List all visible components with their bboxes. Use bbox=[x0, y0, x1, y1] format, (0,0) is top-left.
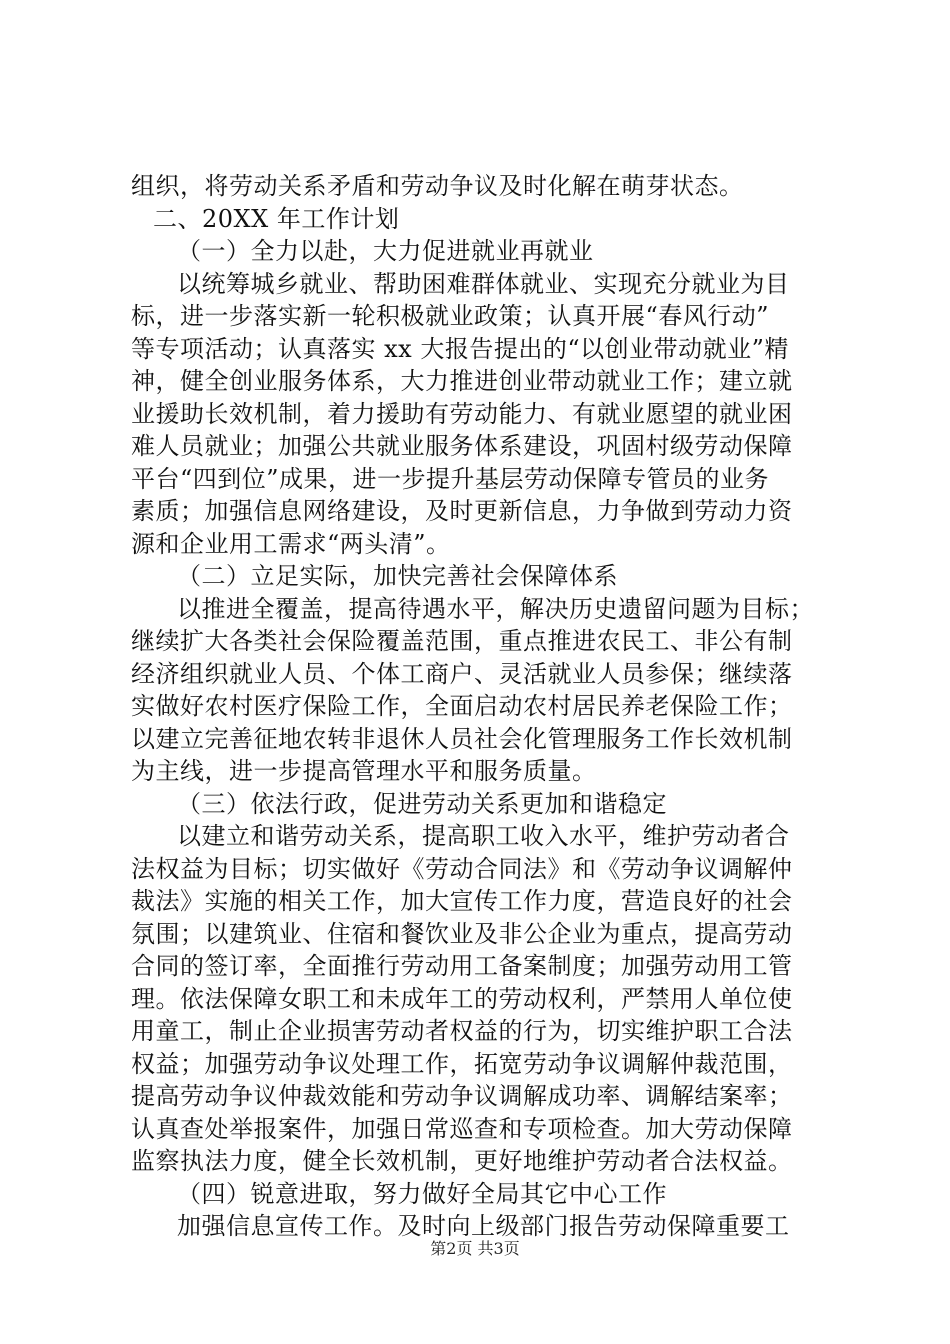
text-line: 权益；加强劳动争议处理工作，拓宽劳动争议调解仲裁范围， bbox=[131, 1049, 793, 1078]
text-line: 合同的签订率，全面推行劳动用工备案制度；加强劳动用工管 bbox=[131, 952, 793, 980]
text-line: 监察执法力度，健全长效机制，更好地维护劳动者合法权益。 bbox=[131, 1147, 793, 1175]
text-line: 理。依法保障女职工和未成年工的劳动权利，严禁用人单位使 bbox=[131, 984, 793, 1013]
text-line: 以建立完善征地农转非退休人员社会化管理服务工作长效机制 bbox=[131, 724, 793, 753]
text-line: 加强信息宣传工作。及时向上级部门报告劳动保障重要工 bbox=[177, 1212, 790, 1240]
text-line: 业援助长效机制，着力援助有劳动能力、有就业愿望的就业困 bbox=[131, 399, 793, 428]
text-line: 以推进全覆盖，提高待遇水平，解决历史遗留问题为目标； bbox=[177, 594, 814, 623]
text-line: 以统筹城乡就业、帮助困难群体就业、实现充分就业为目 bbox=[177, 269, 790, 298]
document-body bbox=[131, 170, 831, 1243]
text-line: 平台“四到位”成果，进一步提升基层劳动保障专管员的业务 bbox=[131, 464, 770, 493]
text-line: 裁法》实施的相关工作，加大宣传工作力度，营造良好的社会 bbox=[131, 887, 793, 915]
text-line: 素质；加强信息网络建设，及时更新信息，力争做到劳动力资 bbox=[131, 497, 793, 525]
text-line: （四）锐意进取，努力做好全局其它中心工作 bbox=[177, 1179, 667, 1208]
page-footer: 第2页 共3页 bbox=[430, 1239, 520, 1258]
text-line: 经济组织就业人员、个体工商户、灵活就业人员参保；继续落 bbox=[131, 659, 793, 688]
text-line: 等专项活动；认真落实 xx 大报告提出的“以创业带动就业”精 bbox=[131, 334, 789, 363]
text-line: 氛围；以建筑业、住宿和餐饮业及非公企业为重点，提高劳动 bbox=[131, 919, 793, 948]
text-line: 源和企业用工需求“两头清”。 bbox=[131, 529, 451, 558]
text-line: （一）全力以赴，大力促进就业再就业 bbox=[177, 237, 594, 265]
text-line: 神，健全创业服务体系，大力推进创业带动就业工作；建立就 bbox=[131, 367, 793, 395]
text-line: 二、20XX 年工作计划 bbox=[153, 204, 400, 233]
text-line: 以建立和谐劳动关系，提高职工收入水平，维护劳动者合 bbox=[177, 822, 790, 850]
text-line: 难人员就业；加强公共就业服务体系建设，巩固村级劳动保障 bbox=[131, 432, 793, 460]
text-line: 用童工，制止企业损害劳动者权益的行为，切实维护职工合法 bbox=[131, 1017, 793, 1045]
text-line: （三）依法行政，促进劳动关系更加和谐稳定 bbox=[177, 789, 667, 818]
text-line: 实做好农村医疗保险工作，全面启动农村居民养老保险工作； bbox=[131, 692, 793, 720]
text-line: 认真查处举报案件，加强日常巡查和专项检查。加大劳动保障 bbox=[131, 1114, 793, 1143]
text-line: 法权益为目标；切实做好《劳动合同法》和《劳动争议调解仲 bbox=[131, 854, 793, 883]
text-line: 组织，将劳动关系矛盾和劳动争议及时化解在萌芽状态。 bbox=[131, 172, 744, 200]
text-line: 继续扩大各类社会保险覆盖范围，重点推进农民工、非公有制 bbox=[131, 627, 793, 655]
text-line: （二）立足实际，加快完善社会保障体系 bbox=[177, 562, 618, 590]
text-line: 为主线，进一步提高管理水平和服务质量。 bbox=[131, 757, 597, 785]
text-line: 提高劳动争议仲裁效能和劳动争议调解成功率、调解结案率； bbox=[131, 1082, 793, 1110]
text-line: 标，进一步落实新一轮积极就业政策；认真开展“春风行动” bbox=[131, 302, 770, 330]
